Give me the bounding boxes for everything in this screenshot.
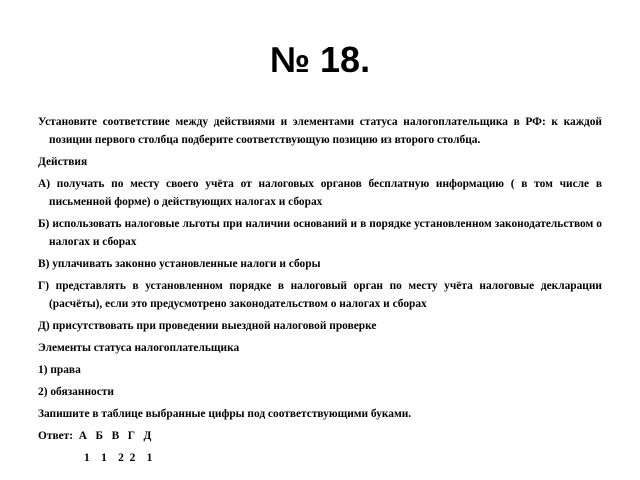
elements-heading: Элементы статуса налогоплательщика: [38, 342, 240, 354]
task-text: [38, 113, 602, 467]
slide-title: № 18.: [269, 39, 371, 80]
action-item: Б) использовать налоговые льготы при наличии оснований и в порядке установленном законодательством о налогах и сборах: [38, 218, 602, 248]
table-instruction: Запишите в таблице выбранные цифры под соответствующими буками.: [38, 408, 412, 420]
action-item: А) получать по месту своего учёта от налоговых органов бесплатную информацию ( в том числе в письменной форме) о действующих налогах и сборах: [38, 178, 602, 208]
element-item: 1) права: [38, 364, 81, 376]
answer-digits: 1 1 2 2 1: [84, 452, 153, 464]
task-instruction: Установите соответствие между действиями и элементами статуса налогоплательщика в РФ: к каждой позиции первого столбца подберите соответствующую позицию из второго столбца.: [38, 116, 602, 146]
action-item: Г) представлять в установленном порядке в налоговый орган по месту учёта налоговые декларации (расчёты), если это предусмотрено законодательством о налогах и сборах: [38, 280, 602, 310]
answer-label: Ответ: А Б В Г Д: [38, 430, 152, 442]
action-item: Д) присутствовать при проведении выездной налоговой проверке: [38, 320, 377, 332]
actions-heading: Действия: [38, 156, 88, 168]
element-item: 2) обязанности: [38, 386, 114, 398]
action-item: В) уплачивать законно установленные налоги и сборы: [38, 258, 321, 270]
